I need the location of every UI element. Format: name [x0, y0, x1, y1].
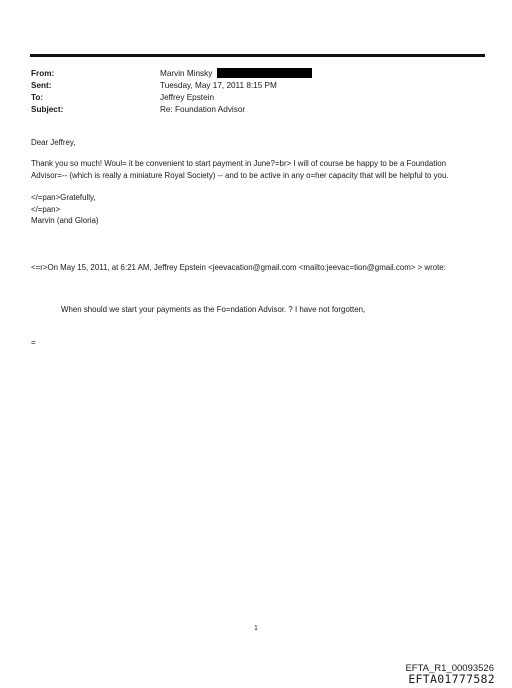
to-value: Jeffrey Epstein	[160, 93, 215, 102]
to-label: To:	[31, 93, 44, 102]
from-row	[31, 68, 486, 80]
closing-line: </=pan>Gratefully,	[31, 193, 96, 202]
page-number: 1	[254, 625, 258, 632]
redaction-bar	[217, 68, 312, 78]
sent-row	[31, 80, 486, 92]
sent-label: Sent:	[31, 81, 52, 90]
to-row	[31, 92, 486, 104]
stray-character: =	[31, 338, 36, 347]
subject-label: Subject:	[31, 105, 64, 114]
signature-block	[31, 192, 483, 227]
from-name: Marvin Minsky	[160, 69, 213, 78]
sent-value: Tuesday, May 17, 2011 8:15 PM	[160, 81, 277, 90]
subject-value: Re: Foundation Advisor	[160, 105, 246, 114]
message-paragraph	[31, 158, 483, 181]
from-label: From:	[31, 69, 55, 78]
greeting: Dear Jeffrey,	[31, 138, 76, 147]
signature-name: Marvin (and Gloria)	[31, 216, 99, 225]
email-header	[31, 68, 486, 116]
quoted-message: When should we start your payments as the Fo=ndation Advisor. ? I have not forgotten,	[61, 305, 366, 314]
paragraph-line: Advisor=-- (which is really a miniature Royal Society) -- and to be active in any o=her capacity that will be helpful to you.	[31, 170, 449, 180]
bates-stamp-primary: EFTA_R1_00093526	[405, 663, 494, 674]
closing-line: </=pan>	[31, 204, 61, 214]
quote-attribution: <=r>On May 15, 2011, at 6:21 AM, Jeffrey Epstein <jeevacation@gmail.com <mailto:jeevac=tion@gmail.com> > wrote:	[31, 263, 446, 272]
bates-stamp-secondary: EFTA01777582	[408, 672, 495, 686]
header-rule	[30, 54, 485, 57]
subject-row	[31, 104, 486, 116]
from-value	[160, 68, 312, 80]
paragraph-line: Thank you so much! Woul= it be convenient to start payment in June?=br> I will of course be happy to be a Foundation	[31, 159, 447, 168]
